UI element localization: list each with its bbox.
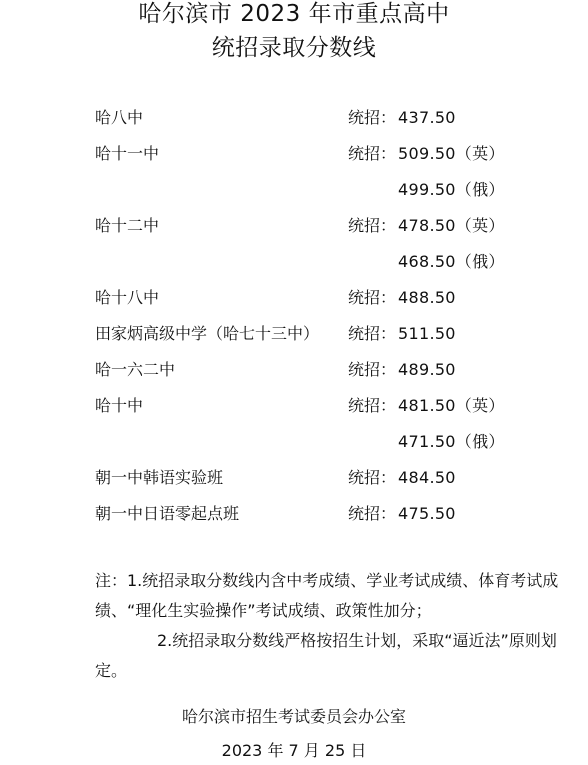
score-value: 499.50（俄） [398, 180, 505, 199]
score-row [95, 320, 565, 356]
school-name: 朝一中韩语实验班 [95, 468, 224, 487]
score-row [95, 176, 565, 212]
note-2: 2.统招录取分数线严格按招生计划，采取“逼近法”原则划定。 [95, 631, 557, 680]
score-table [95, 104, 565, 536]
school-name: 田家炳高级中学（哈七十三中） [95, 324, 320, 343]
school-name: 哈八中 [95, 108, 144, 127]
score-row [95, 500, 565, 536]
score-row [95, 140, 565, 176]
school-name: 哈一六二中 [95, 360, 176, 379]
score-value: 475.50 [398, 504, 456, 523]
score-row [95, 104, 565, 140]
admission-label: 统招： [348, 288, 397, 307]
score-row [95, 212, 565, 248]
score-value: 511.50 [398, 324, 456, 343]
score-value: 484.50 [398, 468, 456, 487]
school-name: 哈十八中 [95, 288, 160, 307]
score-row [95, 356, 565, 392]
school-name: 朝一中日语零起点班 [95, 504, 240, 523]
score-value: 509.50（英） [398, 144, 505, 163]
score-value: 481.50（英） [398, 396, 505, 415]
document-title-line1: 哈尔滨市 2023 年市重点高中 [138, 1, 450, 27]
admission-label: 统招： [348, 108, 397, 127]
score-row [95, 284, 565, 320]
issuing-office: 哈尔滨市招生考试委员会办公室 [181, 707, 406, 726]
notes-section [95, 566, 570, 686]
score-value: 478.50（英） [398, 216, 505, 235]
document-title-line2: 统招录取分数线 [211, 35, 377, 61]
issue-date: 2023 年 7 月 25 日 [221, 741, 367, 760]
note-1: 注：1.统招录取分数线内含中考成绩、学业考试成绩、体育考试成绩、“理化生实验操作”考试成绩、政策性加分； [95, 571, 559, 620]
admission-label: 统招： [348, 144, 397, 163]
admission-label: 统招： [348, 504, 397, 523]
score-row [95, 248, 565, 284]
admission-label: 统招： [348, 396, 397, 415]
admission-label: 统招： [348, 360, 397, 379]
score-row [95, 464, 565, 500]
score-row [95, 428, 565, 464]
admission-label: 统招： [348, 324, 397, 343]
score-row [95, 392, 565, 428]
score-value: 489.50 [398, 360, 456, 379]
score-value: 488.50 [398, 288, 456, 307]
school-name: 哈十一中 [95, 144, 160, 163]
school-name: 哈十中 [95, 396, 144, 415]
admission-label: 统招： [348, 216, 397, 235]
score-value: 437.50 [398, 108, 456, 127]
school-name: 哈十二中 [95, 216, 160, 235]
score-value: 471.50（俄） [398, 432, 505, 451]
score-value: 468.50（俄） [398, 252, 505, 271]
admission-label: 统招： [348, 468, 397, 487]
